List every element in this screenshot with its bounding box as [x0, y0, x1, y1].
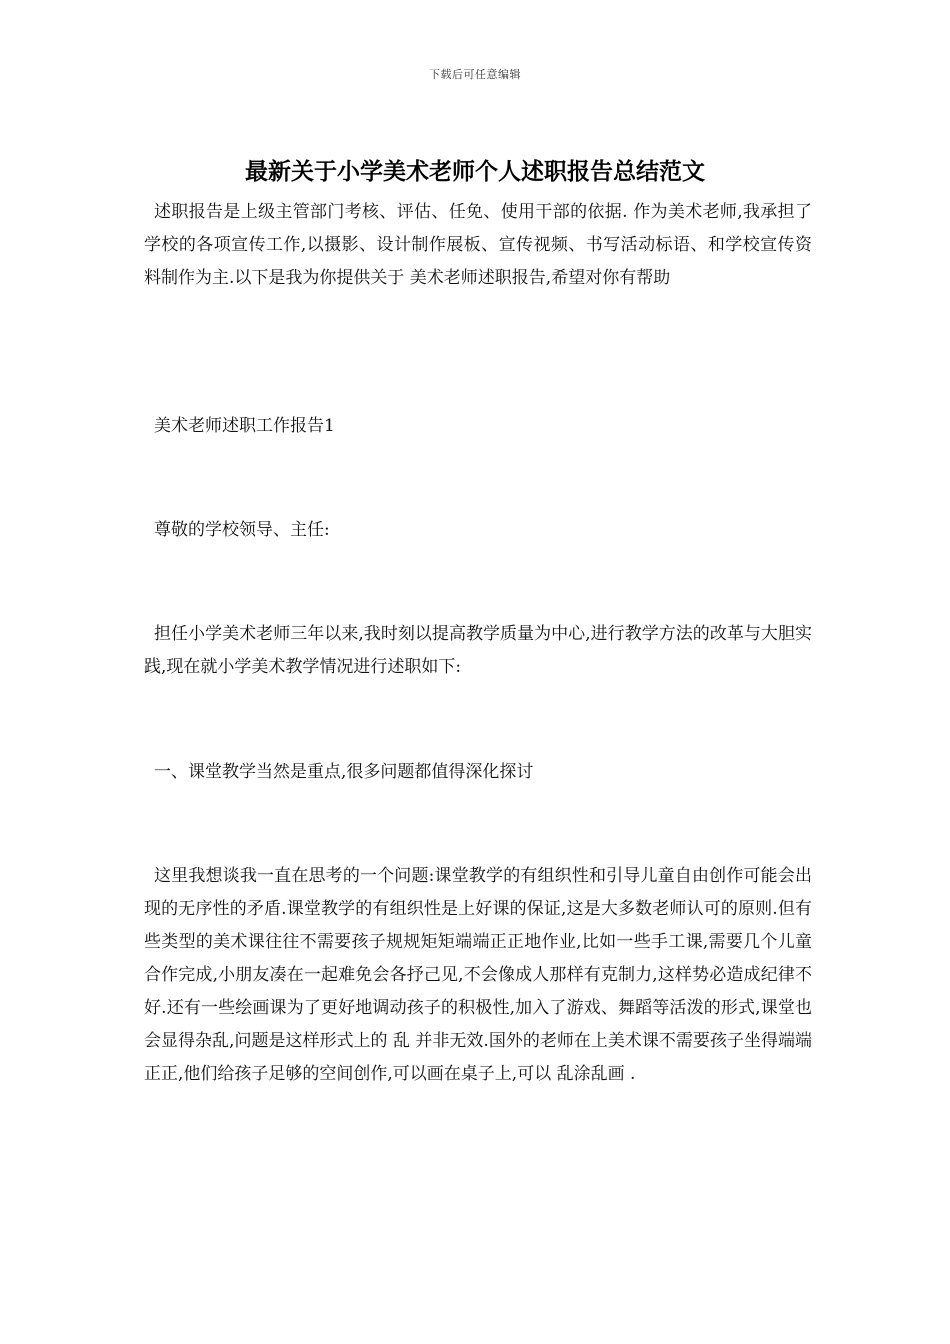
body-paragraph-2: 这里我想谈我一直在思考的一个问题:课堂教学的有组织性和引导儿童自由创作可能会出现的无序性的矛盾.课堂教学的有组织性是上好课的保证,这是大多数老师认可的原则.但有些类型的美术课往往不需要孩子规规矩矩端端正正地作业,比如一些手工课,需要几个儿童合作完成,小朋友凑在一起难免会各抒己见,不会像成人那样有克制力,这样势必造成纪律不好.还有一些绘画课为了更好地调动孩子的积极性,加入了游戏、舞蹈等活泼的形式,课堂也会显得杂乱,问题是这样形式上的 乱 并非无效.国外的老师在上美术课不需要孩子坐得端端正正,他们给孩子足够的空间创作,可以画在桌子上,可以 乱涂乱画 .	[144, 866, 812, 1084]
greeting-line: 尊敬的学校领导、主任:	[154, 520, 330, 540]
intro-paragraph: 述职报告是上级主管部门考核、评估、任免、使用干部的依据. 作为美术老师,我承担了学校的各项宣传工作,以摄影、设计制作展板、宣传视频、书写活动标语、和学校宣传资料制作为主.以下是我为你提供关于 美术老师述职报告,希望对你有帮助	[144, 202, 812, 288]
header-note: 下载后可任意编辑	[429, 68, 521, 81]
body-paragraph-1: 担任小学美术老师三年以来,我时刻以提高教学质量为中心,进行教学方法的改革与大胆实践,现在就小学美术教学情况进行述职如下:	[144, 624, 812, 677]
document-title: 最新关于小学美术老师个人述职报告总结范文	[245, 158, 705, 185]
section-1-heading: 一、课堂教学当然是重点,很多问题都值得深化探讨	[154, 762, 534, 782]
report-heading: 美术老师述职工作报告1	[154, 416, 335, 436]
